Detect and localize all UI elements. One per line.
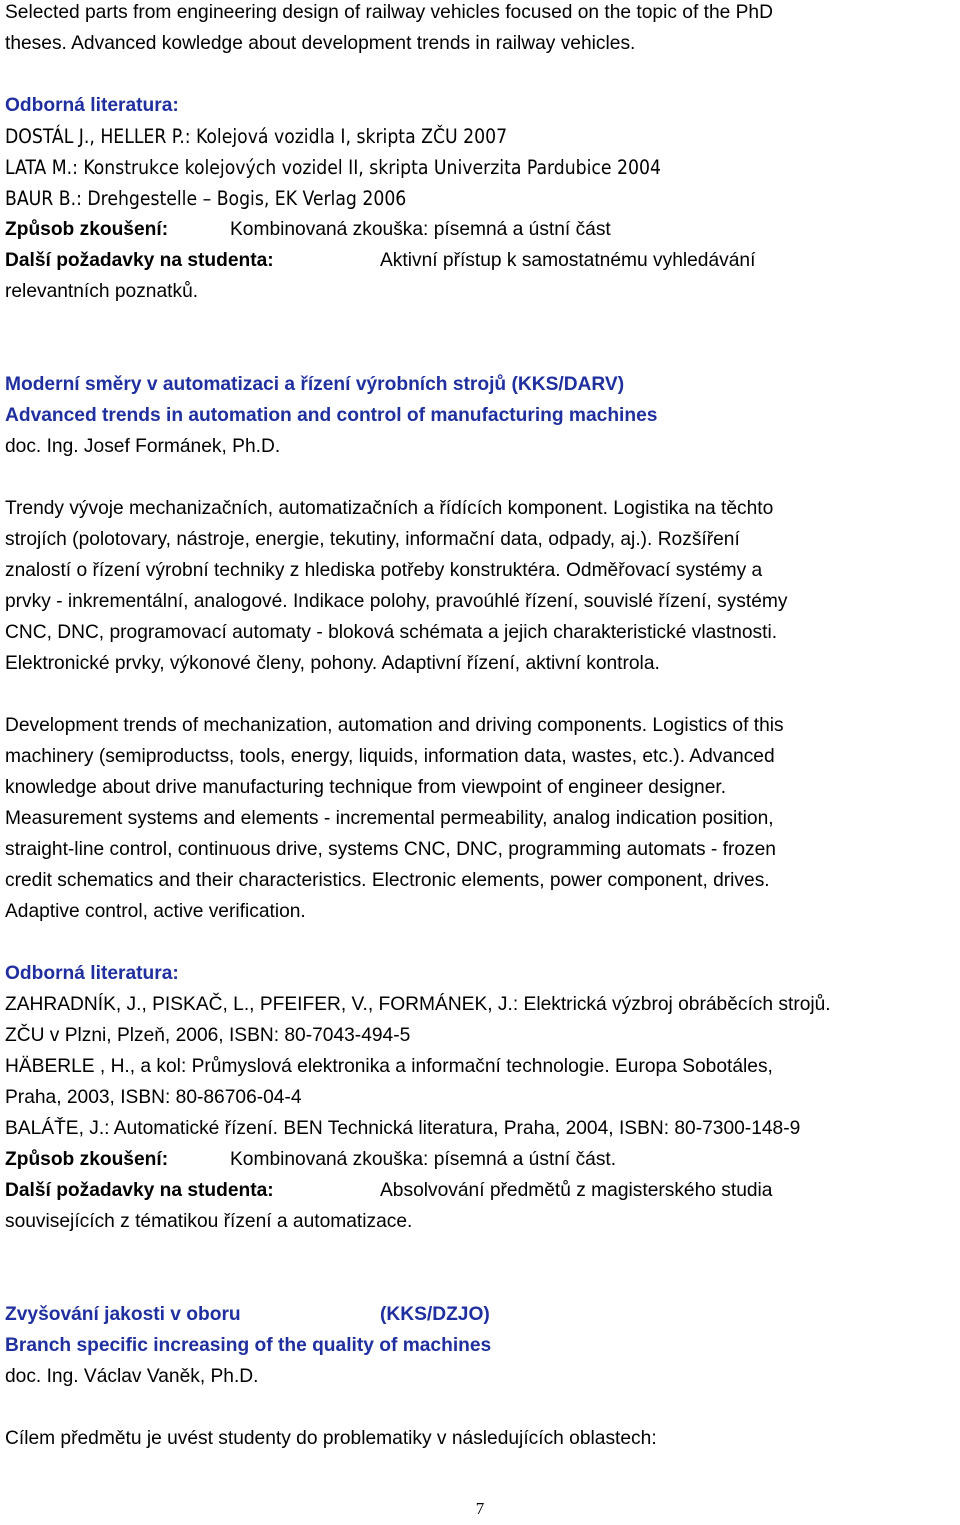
lecturer: doc. Ing. Václav Vaněk, Ph.D.: [5, 1366, 259, 1387]
literature-heading: Odborná literatura:: [5, 963, 179, 984]
reference-item: BALÁŤE, J.: Automatické řízení. BEN Technická literatura, Praha, 2004, ISBN: 80-7300-148-9: [5, 1118, 801, 1139]
course-code: (KKS/DZJO): [380, 1304, 490, 1325]
exam-label: Způsob zkoušení:: [5, 219, 169, 240]
desc-cz-line: znalostí o řízení výrobní techniky z hlediska potřeby konstruktéra. Odměřovací systémy a: [5, 560, 763, 581]
desc-en-line: Development trends of mechanization, automation and driving components. Logistics of this: [5, 715, 784, 736]
course-title-en: Branch specific increasing of the quality of machines: [5, 1335, 492, 1356]
literature-heading: Odborná literatura:: [5, 95, 179, 116]
requirements-label: Další požadavky na studenta:: [5, 250, 274, 271]
reference-item: ZAHRADNÍK, J., PISKAČ, L., PFEIFER, V., FORMÁNEK, J.: Elektrická výzbroj obráběcích strojů.: [5, 994, 831, 1015]
exam-label: Způsob zkoušení:: [5, 1149, 169, 1170]
desc-cz-line: prvky - inkrementální, analogové. Indikace polohy, pravoúhlé řízení, souvislé řízení, systémy: [5, 591, 788, 612]
desc-cz-line: Trendy vývoje mechanizačních, automatizačních a řídících komponent. Logistika na těchto: [5, 498, 774, 519]
course-title-cz: Zvyšování jakosti v oboru: [5, 1304, 241, 1325]
desc-en-line: knowledge about drive manufacturing technique from viewpoint of engineer designer.: [5, 777, 727, 798]
course-intro: Cílem předmětu je uvést studenty do problematiky v následujících oblastech:: [5, 1428, 657, 1449]
reference-item: Praha, 2003, ISBN: 80-86706-04-4: [5, 1087, 302, 1108]
requirements-value-cont: souvisejících z tématikou řízení a automatizace.: [5, 1211, 413, 1232]
reference-item: ZČU v Plzni, Plzeň, 2006, ISBN: 80-7043-494-5: [5, 1025, 411, 1046]
desc-en-line: machinery (semiproductss, tools, energy, liquids, information data, wastes, etc.). Advanced: [5, 746, 775, 767]
requirements-label: Další požadavky na studenta:: [5, 1180, 274, 1201]
desc-en-line: Adaptive control, active verification.: [5, 901, 306, 922]
reference-item: BAUR B.: Drehgestelle – Bogis, EK Verlag 2006: [5, 187, 407, 210]
course-title-cz: Moderní směry v automatizaci a řízení výrobních strojů (KKS/DARV): [5, 374, 625, 395]
requirements-value: Absolvování předmětů z magisterského studia: [380, 1180, 773, 1201]
desc-cz-line: strojích (polotovary, nástroje, energie, tekutiny, informační data, odpady, aj.). Rozšíření: [5, 529, 740, 550]
desc-cz-line: Elektronické prvky, výkonové členy, pohony. Adaptivní řízení, aktivní kontrola.: [5, 653, 660, 674]
requirements-value: Aktivní přístup k samostatnému vyhledávání: [380, 250, 756, 271]
exam-value: Kombinovaná zkouška: písemná a ústní část.: [230, 1149, 617, 1170]
desc-line: theses. Advanced kowledge about development trends in railway vehicles.: [5, 33, 636, 54]
desc-cz-line: CNC, DNC, programovací automaty - bloková schémata a jejich charakteristické vlastnosti.: [5, 622, 778, 643]
desc-en-line: Measurement systems and elements - incremental permeability, analog indication position,: [5, 808, 774, 829]
page-number: 7: [475, 1499, 485, 1518]
desc-en-line: credit schematics and their characteristics. Electronic elements, power component, drives.: [5, 870, 770, 891]
lecturer: doc. Ing. Josef Formánek, Ph.D.: [5, 436, 281, 457]
requirements-value-cont: relevantních poznatků.: [5, 281, 199, 302]
reference-item: LATA M.: Konstrukce kolejových vozidel II, skripta Univerzita Pardubice 2004: [5, 156, 661, 179]
exam-value: Kombinovaná zkouška: písemná a ústní část: [230, 219, 611, 240]
reference-item: DOSTÁL J., HELLER P.: Kolejová vozidla I, skripta ZČU 2007: [5, 125, 508, 148]
desc-line: Selected parts from engineering design of railway vehicles focused on the topic of the PhD: [5, 2, 773, 23]
course-title-en: Advanced trends in automation and control of manufacturing machines: [5, 405, 658, 426]
desc-en-line: straight-line control, continuous drive, systems CNC, DNC, programming automats - frozen: [5, 839, 776, 860]
reference-item: HÄBERLE , H., a kol: Průmyslová elektronika a informační technologie. Europa Sobotáles,: [5, 1056, 773, 1077]
